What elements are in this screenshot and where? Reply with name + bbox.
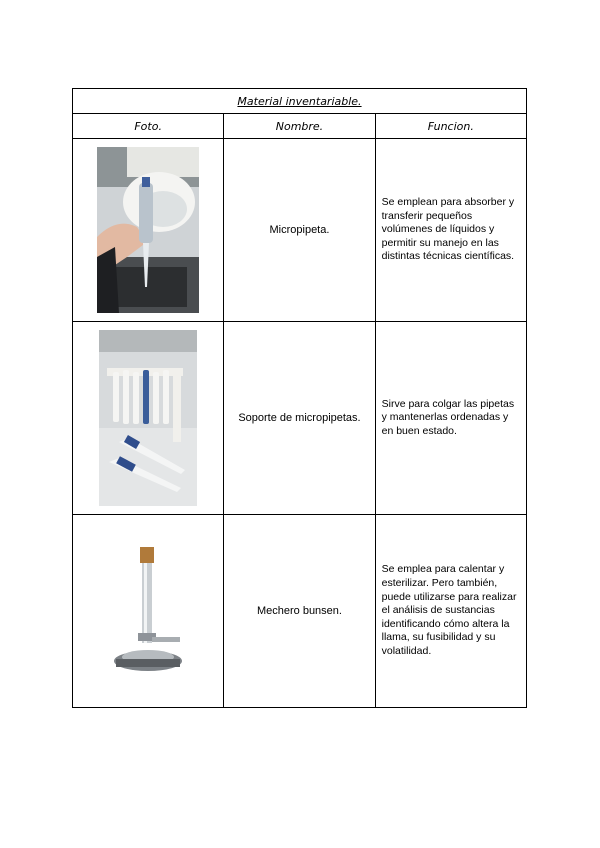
table-row [73, 139, 527, 322]
pipette-stand-photo [99, 330, 197, 506]
photo-cell [73, 515, 224, 708]
table-row [73, 322, 527, 515]
photo-cell [73, 322, 224, 515]
item-function: Sirve para colgar las pipetas y mantenerlas ordenadas y en buen estado. [375, 322, 526, 515]
micropipette-photo [97, 147, 199, 313]
item-name: Soporte de micropipetas. [224, 322, 375, 515]
item-function: Se emplea para calentar y esterilizar. Pero también, puede utilizarse para realizar el análisis de sustancias identificando cómo altera la llama, su fusibilidad y su volatilidad. [375, 515, 526, 708]
header-function: Funcion. [375, 114, 526, 139]
item-name: Mechero bunsen. [224, 515, 375, 708]
table-title: Material inventariable. [73, 89, 527, 114]
bunsen-burner-photo [108, 541, 188, 681]
header-photo: Foto. [73, 114, 224, 139]
photo-cell [73, 139, 224, 322]
item-name: Micropipeta. [224, 139, 375, 322]
item-function: Se emplean para absorber y transferir pequeños volúmenes de líquidos y permitir su manejo en las distintas técnicas científicas. [375, 139, 526, 322]
table-row [73, 515, 527, 708]
header-name: Nombre. [224, 114, 375, 139]
inventory-table [72, 88, 527, 708]
